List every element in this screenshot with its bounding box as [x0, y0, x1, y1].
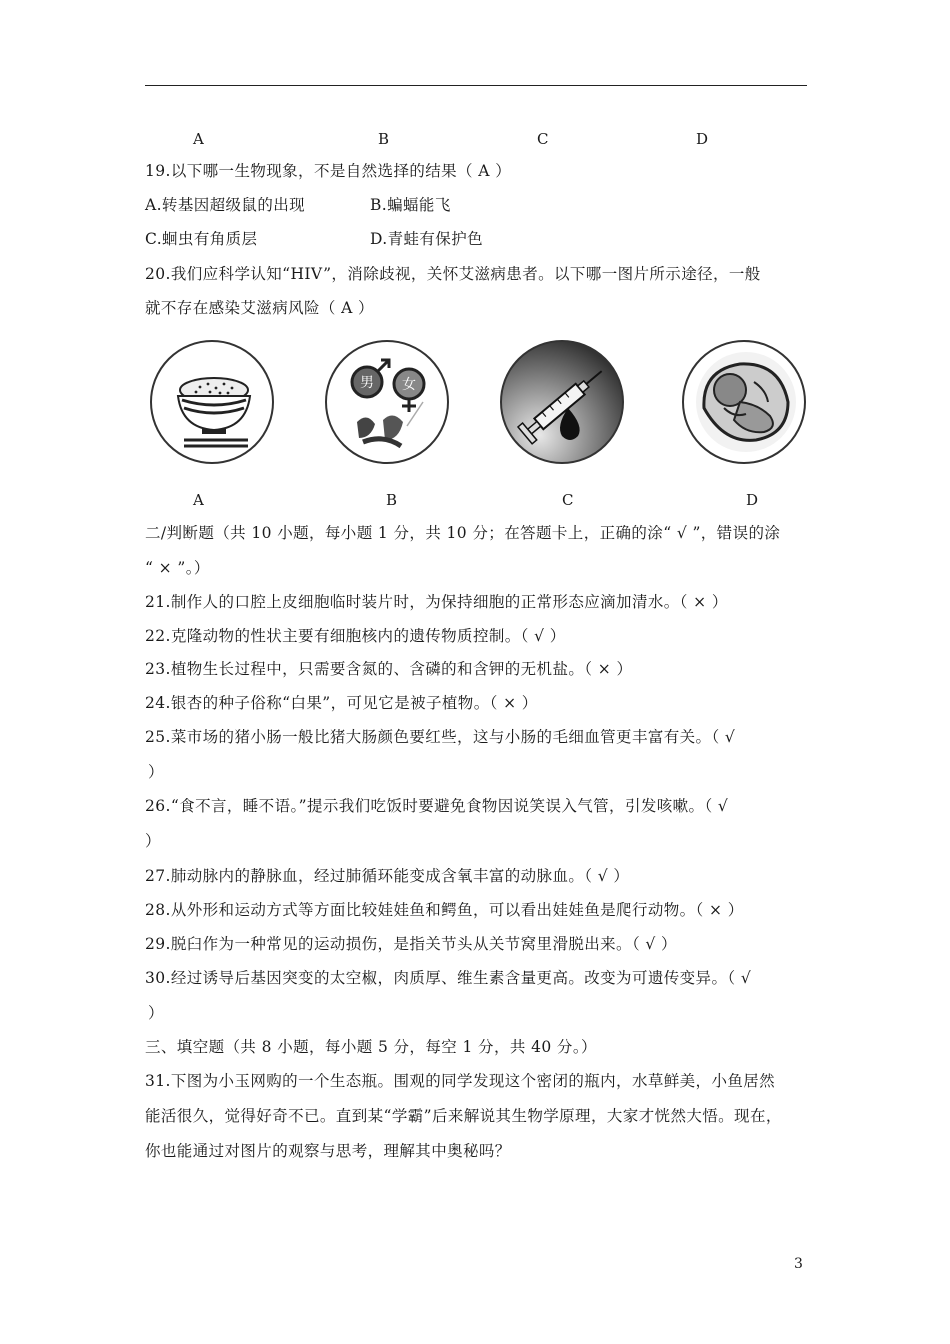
- judgement-item: 30.经过诱导后基因突变的太空椒，肉质厚、维生素含量更高。改变为可遗传变异。（ √: [145, 969, 752, 987]
- judgement-item: 26.“食不言，睡不语。”提示我们吃饭时要避免食物因说笑误入气管，引发咳嗽。（ √: [145, 797, 729, 815]
- rice-bowl-chopsticks-icon: [150, 340, 274, 464]
- q19-option-d: D.青蛙有保护色: [370, 230, 484, 248]
- q31-line3: 你也能通过对图片的观察与思考，理解其中奥秘吗？: [145, 1142, 511, 1160]
- q19-option-c: C.蛔虫有角质层: [145, 230, 258, 248]
- image-label-c: C: [562, 491, 574, 509]
- q19-option-a: A.转基因超级鼠的出现: [145, 196, 306, 214]
- top-label-c: C: [537, 130, 549, 148]
- q19-option-b: B.蝙蝠能飞: [370, 196, 451, 214]
- image-label-b: B: [386, 491, 398, 509]
- header-rule: [145, 85, 807, 86]
- female-symbol-text: 女: [402, 377, 416, 393]
- male-symbol-text: 男: [360, 375, 374, 391]
- section2-heading-line2: “ × ”。）: [145, 559, 210, 577]
- q20-stem-line2: 就不存在感染艾滋病风险（ A ）: [145, 299, 374, 317]
- image-label-a: A: [193, 491, 204, 509]
- judgement-item: 24.银杏的种子俗称“白果”，可见它是被子植物。（ × ）: [145, 694, 538, 712]
- top-label-d: D: [696, 130, 709, 148]
- fetus-womb-icon: [682, 340, 806, 464]
- judgement-item-continuation: ）: [145, 832, 161, 850]
- gender-symbols-icon: [325, 340, 449, 464]
- judgement-item: 22.克隆动物的性状主要有细胞核内的遗传物质控制。（ √ ）: [145, 627, 566, 645]
- judgement-item: 21.制作人的口腔上皮细胞临时装片时，为保持细胞的正常形态应滴加清水。（ × ）: [145, 593, 728, 611]
- judgement-item: 29.脱臼作为一种常见的运动损伤，是指关节头从关节窝里滑脱出来。（ √ ）: [145, 935, 677, 953]
- syringe-blood-drop-icon: [500, 340, 624, 464]
- judgement-item: 27.肺动脉内的静脉血，经过肺循环能变成含氧丰富的动脉血。（ √ ）: [145, 867, 630, 885]
- judgement-item: 25.菜市场的猪小肠一般比猪大肠颜色要红些，这与小肠的毛细血管更丰富有关。（ √: [145, 728, 736, 746]
- q31-line1: 31.下图为小玉网购的一个生态瓶。围观的同学发现这个密闭的瓶内，水草鲜美，小鱼居然: [145, 1072, 776, 1090]
- image-label-d: D: [746, 491, 759, 509]
- page-number: 3: [794, 1256, 803, 1272]
- section2-heading-line1: 二/判断题（共 10 小题，每小题 1 分，共 10 分；在答题卡上，正确的涂“ √ ”，错误的涂: [145, 524, 781, 542]
- top-label-b: B: [378, 130, 390, 148]
- judgement-item-continuation: ）: [148, 1004, 164, 1022]
- q20-stem-line1: 20.我们应科学认知“HIV”，消除歧视，关怀艾滋病患者。以下哪一图片所示途径，一般: [145, 265, 761, 283]
- section3-heading: 三、填空题（共 8 小题，每小题 5 分，每空 1 分，共 40 分。）: [145, 1038, 597, 1056]
- judgement-item-continuation: ）: [148, 763, 164, 781]
- judgement-item: 28.从外形和运动方式等方面比较娃娃鱼和鳄鱼，可以看出娃娃鱼是爬行动物。（ × ）: [145, 901, 744, 919]
- q31-line2: 能活很久，觉得好奇不已。直到某“学霸”后来解说其生物学原理，大家才恍然大悟。现在，: [145, 1107, 782, 1125]
- q19-stem: 19.以下哪一生物现象，不是自然选择的结果（ A ）: [145, 162, 512, 180]
- judgement-item: 23.植物生长过程中，只需要含氮的、含磷的和含钾的无机盐。（ × ）: [145, 660, 633, 678]
- top-label-a: A: [193, 130, 204, 148]
